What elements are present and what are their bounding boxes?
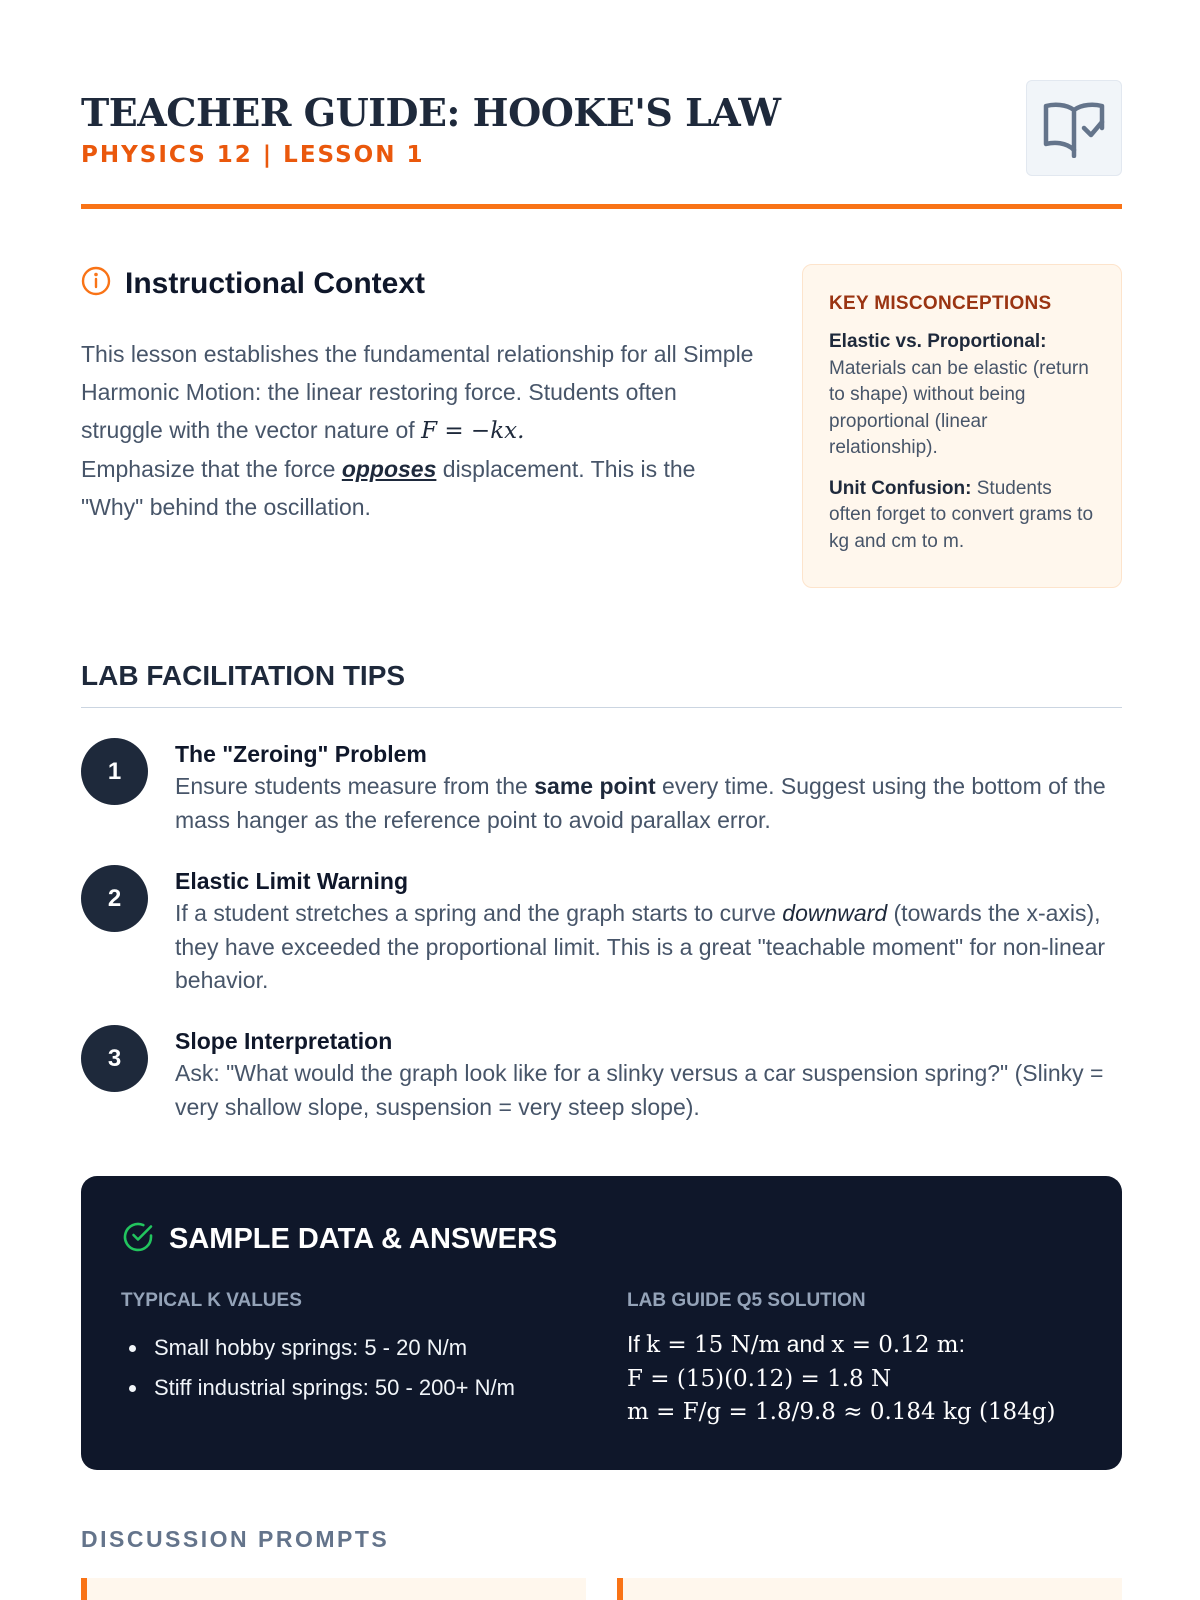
opposes-emphasis: opposes (341, 456, 437, 482)
context-body: This lesson establishes the fundamental relationship for all Simple Harmonic Motion: the linear restoring force. Students often struggle with the vector nature of F = −kx. Emphasize that the force opposes displacement. This is the "Why" behind the oscillation. (81, 341, 754, 520)
tip-title: The "Zeroing" Problem (175, 741, 427, 767)
q5-solution (627, 1328, 1056, 1430)
solution-line: m = F/g = 1.8/9.8 ≈ 0.184 kg (184g) (627, 1399, 1056, 1425)
misconception-item: Unit Confusion: Students often forget to convert grams to kg and cm to m. (829, 477, 1094, 552)
solution-title: LAB GUIDE Q5 SOLUTION (627, 1290, 866, 1311)
solution-line: If k = 15 N/m and x = 0.12 m: (627, 1331, 966, 1358)
tip-number-badge: 3 (81, 1025, 148, 1092)
info-icon (81, 266, 111, 301)
tip-number-badge: 2 (81, 865, 148, 932)
key-misconceptions-box (802, 264, 1122, 588)
list-item: Small hobby springs: 5 - 20 N/m (121, 1328, 515, 1368)
hookes-law-formula: F = −kx. (421, 418, 525, 444)
tip-number-badge: 1 (81, 738, 148, 805)
instructional-context-section (81, 266, 761, 526)
tip-body: Ask: "What would the graph look like for a slinky versus a car suspension spring?" (Slinky = very shallow slope, suspension = very steep slope). (175, 1060, 1104, 1120)
tip-body: Ensure students measure from the same point every time. Suggest using the bottom of the mass hanger as the reference point to avoid parallax error. (175, 773, 1106, 833)
tip-body: If a student stretches a spring and the graph starts to curve downward (towards the x-axis), they have exceeded the proportional limit. This is a great "teachable moment" for non-linear behavior. (175, 900, 1106, 993)
page-header (81, 80, 1122, 212)
discussion-prompts-heading: DISCUSSION PROMPTS (81, 1526, 390, 1552)
solution-line: F = (15)(0.12) = 1.8 N (627, 1365, 892, 1392)
k-values-list (121, 1328, 515, 1408)
book-check-icon (1026, 80, 1122, 176)
tip-title: Elastic Limit Warning (175, 868, 409, 894)
context-heading: Instructional Context (125, 266, 426, 300)
page-subtitle: PHYSICS 12 | LESSON 1 (81, 142, 425, 168)
header-divider (81, 204, 1122, 209)
lab-tips-divider (81, 707, 1122, 708)
list-item: Stiff industrial springs: 50 - 200+ N/m (121, 1368, 515, 1408)
misconception-item: Elastic vs. Proportional: Materials can be elastic (return to shape) without being proportional (linear relationship). (829, 331, 1089, 458)
misconceptions-title: KEY MISCONCEPTIONS (829, 293, 1052, 314)
sample-data-card (81, 1176, 1122, 1470)
k-values-title: TYPICAL K VALUES (121, 1290, 302, 1311)
check-circle-icon (121, 1220, 155, 1259)
tip-title: Slope Interpretation (175, 1028, 393, 1054)
sample-data-heading: SAMPLE DATA & ANSWERS (169, 1223, 558, 1255)
page-title: TEACHER GUIDE: HOOKE'S LAW (81, 90, 781, 135)
discussion-prompt-card (81, 1578, 586, 1600)
lab-tips-heading: LAB FACILITATION TIPS (81, 660, 406, 691)
discussion-prompt-card (617, 1578, 1122, 1600)
